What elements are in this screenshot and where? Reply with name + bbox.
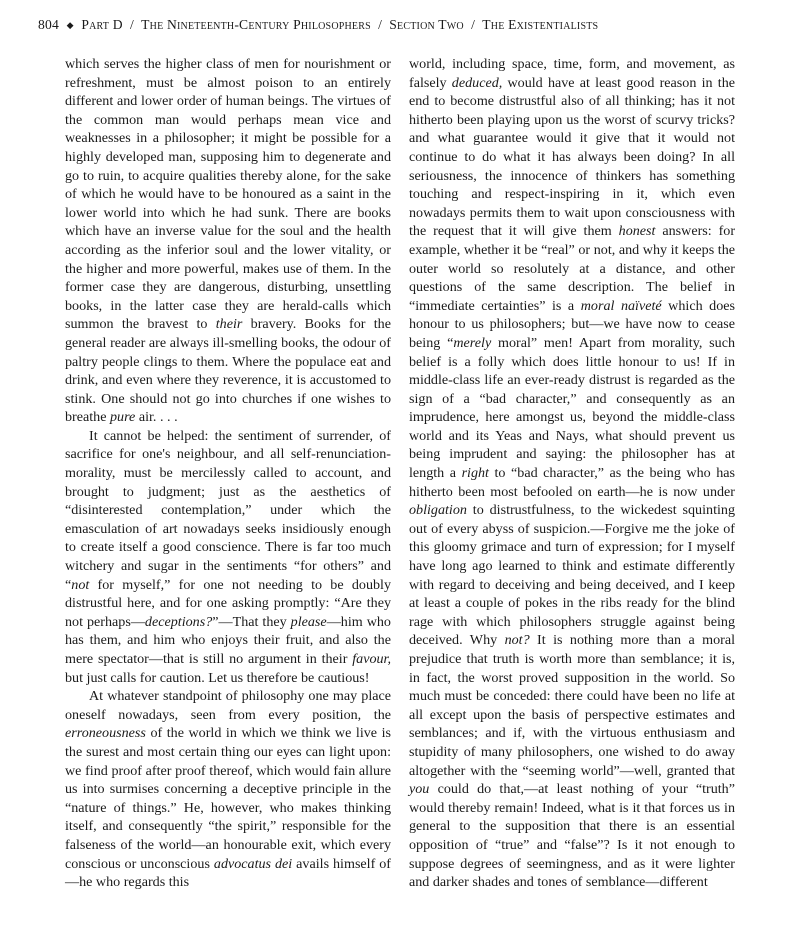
italic-text: honest — [618, 223, 656, 240]
right-text-column — [409, 55, 735, 892]
italic-text: advocatus dei — [213, 855, 293, 872]
italic-text: their — [215, 316, 243, 333]
italic-text: deceptions? — [144, 613, 213, 630]
header-separator: / — [378, 17, 383, 32]
text-run: world, including space, time, form, and movement, as falsely — [409, 56, 735, 91]
text-run: avails himself of—he who regards this — [65, 855, 391, 891]
left-text-column — [65, 55, 391, 892]
text-run: but just calls for caution. Let us therefore be cautious! — [65, 669, 370, 686]
italic-text: erroneousness — [65, 725, 146, 742]
italic-text: not? — [504, 632, 530, 649]
paragraph — [65, 687, 391, 892]
text-run: which does honour to us philosophers; but—we have now to cease being “ — [409, 297, 736, 351]
italic-text: deduced, — [451, 74, 503, 91]
running-header — [38, 17, 758, 33]
text-run: bravery. Books for the general reader are always ill-smelling books, the odour of paltry people clings to them. Where the populace eat and drink, and even where they reverence, it is accustomed to stink. One should not go into churches if one wishes to breathe — [65, 316, 391, 426]
paragraph — [409, 55, 735, 892]
text-run: It is nothing more than a moral prejudice that truth is worth more than semblance; it is, in fact, the worst proved supposition in the world. So much must be conceded: there could have been no life at all except upon the basis of perspective estimates and semblances; and if, with the virtuous enthusiasm and stupidity of many philosophers, one wished to do away altogether with the “seeming world”—well, granted that — [409, 632, 735, 779]
italic-text: please — [290, 613, 327, 630]
header-separator: / — [471, 17, 476, 32]
italic-text: not — [71, 576, 90, 593]
text-run: which serves the higher class of men for nourishment or refreshment, must be almost poison to an entirely different and lower order of human beings. The virtues of the common man would perhaps mean vice and weaknesses in a philosopher; it might be possible for a highly developed man, supposing him to degenerate and go to ruin, to acquire qualities thereby alone, for the sake of which he would have to be honoured as a saint in the lower world into which he had sunk. There are books which have an inverse value for the soul and the health according as the inferior soul and the lower vitality, or the higher and more powerful, makes use of them. In the former case they are dangerous, disturbing, unsettling books, in the latter case they are herald-calls which summon the bravest to — [65, 56, 391, 333]
text-run: moral” men! Apart from morality, such belief is a folly which does little honour to us! If in middle-class life an ever-ready distrust is regarded as the sign of a “bad character,” and consequently as an imprudence, here amongst us, beyond the middle-class world and its Yeas and Nays, what should prevent us being imprudent and saying: the philosopher has at length a — [409, 334, 735, 482]
text-run: to distrustfulness, to the wickedest squinting out of every abyss of suspicion.—Forgive me the joke of this gloomy grimace and turn of expression; for I myself have long ago learned to think and estimate differently with regard to deceiving and being deceived, and I keep at least a couple of pokes in the ribs ready for the blind rage with which philosophers struggle against being deceived. Why — [409, 502, 735, 649]
text-run: of the world in which we think we live is the surest and most certain thing our eyes can light upon: we find proof after proof thereof, which would fain allure us into surmises concerning a deceptive principle in the “nature of things.” He, however, who makes thinking itself, and consequently “the spirit,” responsible for the falseness of the world—an honourable exit, which every conscious or unconscious — [65, 725, 391, 872]
text-run: It cannot be helped: the sentiment of surrender, of sacrifice for one's neighbour, and all self-renunciation-morality, must be mercilessly called to account, and brought to judgment; just as the aesthetics of “disinterested contemplation,” under which the emasculation of art nowadays seeks insidiously enough to create itself a good conscience. There is far too much witchery and sugar in the sentiments “for others” and “ — [65, 427, 391, 593]
text-run: could do that,—at least nothing of your “truth” would thereby remain! Indeed, what is it that forces us in general to the supposition that there is an essential opposition of “true” and “false”? Is it not enough to suppose degrees of seemingness, and as it were lighter and darker shades and tones of semblance—different — [409, 781, 735, 891]
text-run: for myself,” for one not needing to be doubly distrustful here, and for one asking promptly: “Are they not perhaps— — [65, 576, 391, 630]
text-run: would have at least good reason in the end to become distrustful also of all thinking; has it not hitherto been playing upon us the worst of scurvy tricks? and what guarantee would it give that it would not continue to do what it has always been doing? In all seriousness, the innocence of thinkers has something touching and respect-inspiring in it, which even nowadays permits them to wait upon consciousness with the request that it will give them — [409, 74, 735, 240]
text-run: answers: for example, whether it be “real” or not, and why it keeps the outer world so resolutely at a distance, and other questions of the same description. The belief in “immediate certainties” is a — [409, 223, 736, 314]
italic-text: moral naïveté — [580, 297, 662, 314]
text-run: ”—That they — [212, 613, 291, 630]
italic-text: obligation — [409, 502, 467, 519]
italic-text: you — [409, 781, 430, 798]
paragraph — [65, 55, 391, 427]
text-run: to “bad character,” as the being who has hitherto been most befooled on earth—he is now under — [409, 465, 735, 500]
italic-text: favour, — [352, 651, 391, 667]
page-number: 804 — [38, 17, 59, 32]
italic-text: right — [461, 465, 489, 482]
header-section-a: The Nineteenth-Century Philosophers — [141, 17, 371, 32]
italic-text: pure — [110, 409, 136, 426]
header-part: Part D — [81, 17, 123, 32]
header-section-b: Section Two — [389, 17, 464, 32]
text-run: —him who has them, and him who enjoys their fruit, and also the mere spectator—that is still no argument in their — [65, 613, 391, 667]
text-run: At whatever standpoint of philosophy one may place oneself nowadays, seen from every position, the — [65, 688, 391, 723]
text-run: air. . . . — [135, 409, 178, 426]
italic-text: merely — [453, 334, 492, 351]
header-separator: / — [129, 17, 134, 32]
paragraph — [65, 427, 391, 687]
diamond-icon: ◆ — [66, 20, 74, 30]
header-section-c: The Existentialists — [482, 17, 599, 32]
